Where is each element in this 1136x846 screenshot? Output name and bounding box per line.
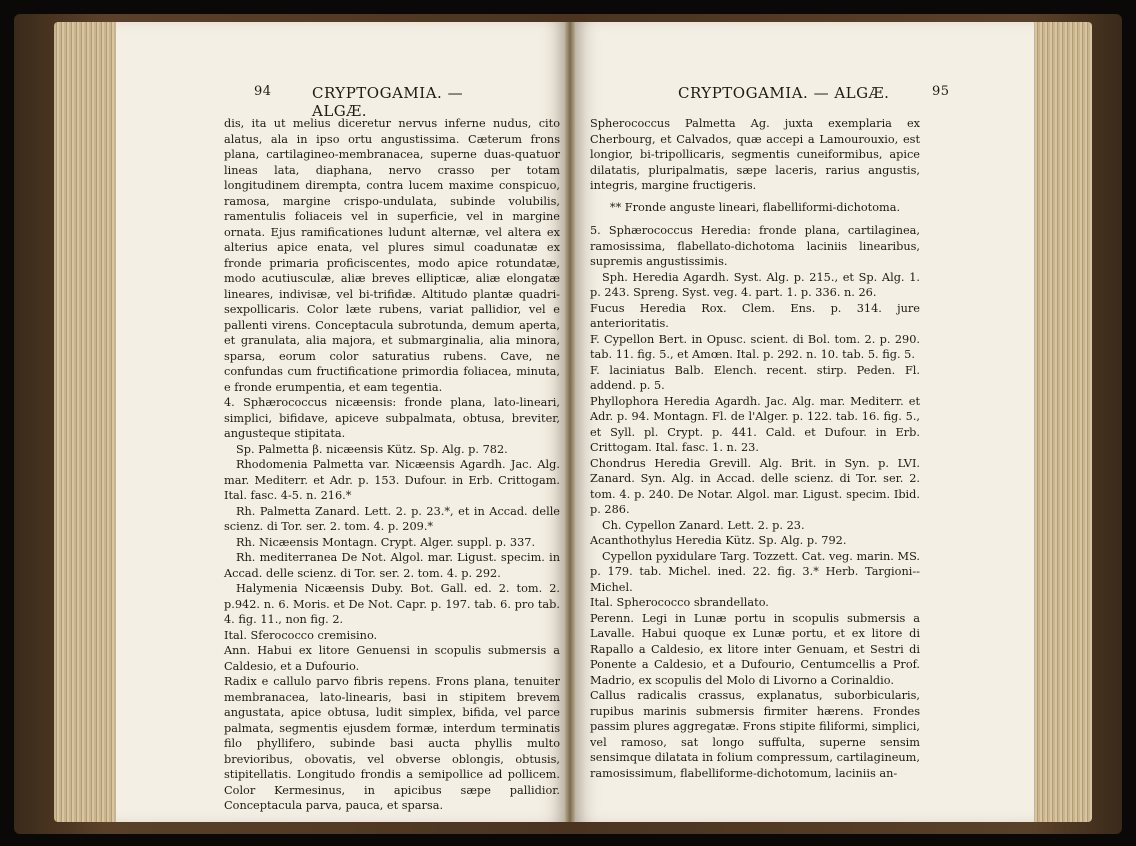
left-body-text [224,116,560,814]
right-running-head: CRYPTOGAMIA. — ALGÆ. [678,84,890,102]
book-gutter [565,22,575,822]
paragraph: Fucus Heredia Rox. Clem. Ens. p. 314. jure anterioritatis. [590,301,920,330]
paragraph: Spherococcus Palmetta Ag. juxta exemplaria ex Cherbourg, et Calvados, quæ accepi a Lamourouxio, est longior, bi-tripollicaris, segmentis cuneiformibus, apice dilatatis, pluripalmatis, sæpe laceris, rarius angustis, integris, margine fructigeris. [590,117,920,192]
paragraph: Ch. Cypellon Zanard. Lett. 2. p. 23. [602,518,805,532]
paragraph: Halymenia Nicæensis Duby. Bot. Gall. ed. 2. tom. 2. p.942. n. 6. Moris. et De Not. Capr. p. 197. tab. 6. pro tab. 4. fig. 11., non fig. 2. [224,582,560,626]
paragraph: F. Cypellon Bert. in Opusc. scient. di Bol. tom. 2. p. 290. tab. 11. fig. 5., et Amœn. Ital. p. 292. n. 10. tab. 5. fig. 5. [590,332,920,361]
paragraph: Ital. Sferococco cremisino. [224,628,378,642]
paragraph: Rhodomenia Palmetta var. Nicæensis Agardh. Jac. Alg. mar. Mediterr. et Adr. p. 153. Dufour. in Erb. Crittogam. Ital. fasc. 4-5. n. 216.* [224,458,560,502]
paragraph: Cypellon pyxidulare Targ. Tozzett. Cat. veg. marin. MS. p. 179. tab. Michel. ined. 22. fig. 3.* Herb. Targioni--Michel. [590,549,920,594]
paragraph: Sph. Heredia Agardh. Syst. Alg. p. 215., et Sp. Alg. 1. p. 243. Spreng. Syst. veg. 4. part. 1. p. 336. n. 26. [590,270,920,299]
paragraph: F. laciniatus Balb. Elench. recent. stirp. Peden. Fl. addend. p. 5. [590,363,920,392]
paragraph: 5. Sphærococcus Heredia: fronde plana, cartilaginea, ramosissima, flabellato-dichotoma laciniis linearibus, supremis angustissimis. [590,224,920,268]
left-page [116,22,568,822]
left-running-head: CRYPTOGAMIA. — ALGÆ. [312,84,464,120]
paragraph: Ann. Habui ex litore Genuensi in scopulis submersis a Caldesio, et a Dufourio. [224,644,560,673]
paragraph: Ital. Spherococco sbrandellato. [590,596,769,609]
paragraph: Radix e callulo parvo fibris repens. Frons plana, tenuiter membranacea, lato-linearis, basi in stipitem brevem angustata, apice obtusa, ludit simplex, bifida, vel parce palmata, segmentis ejusdem formæ, interdum terminatis filo phyllifero, subinde basi aucta phyllis multo brevioribus, obovatis, vel obverse oblongis, obtusis, stipitellatis. Longitudo frondis a semipollice ad pollicem. Color Kermesinus, in apicibus sæpe pallidior. Conceptacula parva, pauca, et sparsa. [224,675,560,812]
right-page-number: 95 [932,84,950,99]
page-edges-right [1030,22,1092,822]
paragraph: Chondrus Heredia Grevill. Alg. Brit. in Syn. p. LVI. Zanard. Syn. Alg. in Accad. delle scienz. di Tor. ser. 2. tom. 4. p. 240. De Notar. Algol. mar. Ligust. specim. Ibid. p. 286. [590,456,920,516]
paragraph: Rh. Palmetta Zanard. Lett. 2. p. 23.*, et in Accad. delle scienz. di Tor. ser. 2. tom. 4. p. 209.* [224,504,560,533]
paragraph: Sp. Palmetta β. nicæensis Kütz. Sp. Alg. p. 782. [236,442,508,456]
right-page [572,22,1034,822]
section-heading: ** Fronde anguste lineari, flabelliformi-dichotoma. [609,200,901,214]
paragraph: Rh. mediterranea De Not. Algol. mar. Ligust. specim. in Accad. delle scienz. di Tor. ser. 2. tom. 4. p. 292. [224,551,560,580]
paragraph: Callus radicalis crassus, explanatus, suborbicularis, rupibus marinis submersis firmiter hærens. Frondes passim plures aggregatæ. Frons stipite filiformi, simplici, vel ramoso, sat longo suffulta, superne sensim sensimque dilatata in folium compressum, cartilagineum, ramosissimum, flabelliforme-dichotomum, laciniis an- [590,689,920,780]
paragraph: Phyllophora Heredia Agardh. Jac. Alg. mar. Mediterr. et Adr. p. 94. Montagn. Fl. de l'Alger. p. 122. tab. 16. fig. 5., et Syll. pl. Crypt. p. 441. Cald. et Dufour. in Erb. Crittogam. Ital. fasc. 1. n. 23. [590,394,920,454]
left-page-number: 94 [254,84,272,99]
right-body-text [590,116,920,781]
paragraph: 4. Sphærococcus nicæensis: fronde plana, lato-lineari, simplici, bifidave, apiceve subpalmata, obtusa, breviter, angusteque stipitata. [224,396,560,440]
page-edges-left [54,22,124,822]
paragraph: Acanthothylus Heredia Kütz. Sp. Alg. p. 792. [590,534,847,547]
paragraph: Perenn. Legi in Lunæ portu in scopulis submersis a Lavalle. Habui quoque ex Lunæ portu, et ex litore di Rapallo a Caldesio, ex litore inter Genuam, et Sestri di Ponente a Caldesio, et a Dufourio, Centumcellis a Prof. Madrio, ex scopulis del Molo di Livorno a Corinaldio. [590,611,920,687]
paragraph: Rh. Nicæensis Montagn. Crypt. Alger. suppl. p. 337. [236,535,536,549]
paragraph: dis, ita ut melius diceretur nervus inferne nudus, cito alatus, ala in ipso ortu angustissima. Cæterum frons plana, cartilagineo-membranacea, superne duas-quatuor lineas lata, diaphana, nervo crasso per totam longitudinem dirempta, contra lucem maxime conspicuo, ramosa, margine crispo-undulata, subinde volubilis, ramentulis foliaceis vel in superficie, vel in margine ornata. Ejus ramificationes ludunt alternæ, vel altera ex alterius apice enata, vel plures simul coadunatæ ex fronde primaria proficiscentes, modo apice rotundatæ, modo acutiusculæ, aliæ breves ellipticæ, aliæ elongatæ lineares, indivisæ, vel bi-trifidæ. Altitudo plantæ quadri-sexpollicaris. Color læte rubens, variat pallidior, vel e pallenti virens. Conceptacula subrotunda, demum aperta, et granulata, alia majora, et submarginalia, alia minora, sparsa, eorum color saturatius rubens. Cave, ne confundas cum fructificatione primordia foliacea, minuta, e fronde erumpentia, et eam tegentia. [224,117,560,394]
